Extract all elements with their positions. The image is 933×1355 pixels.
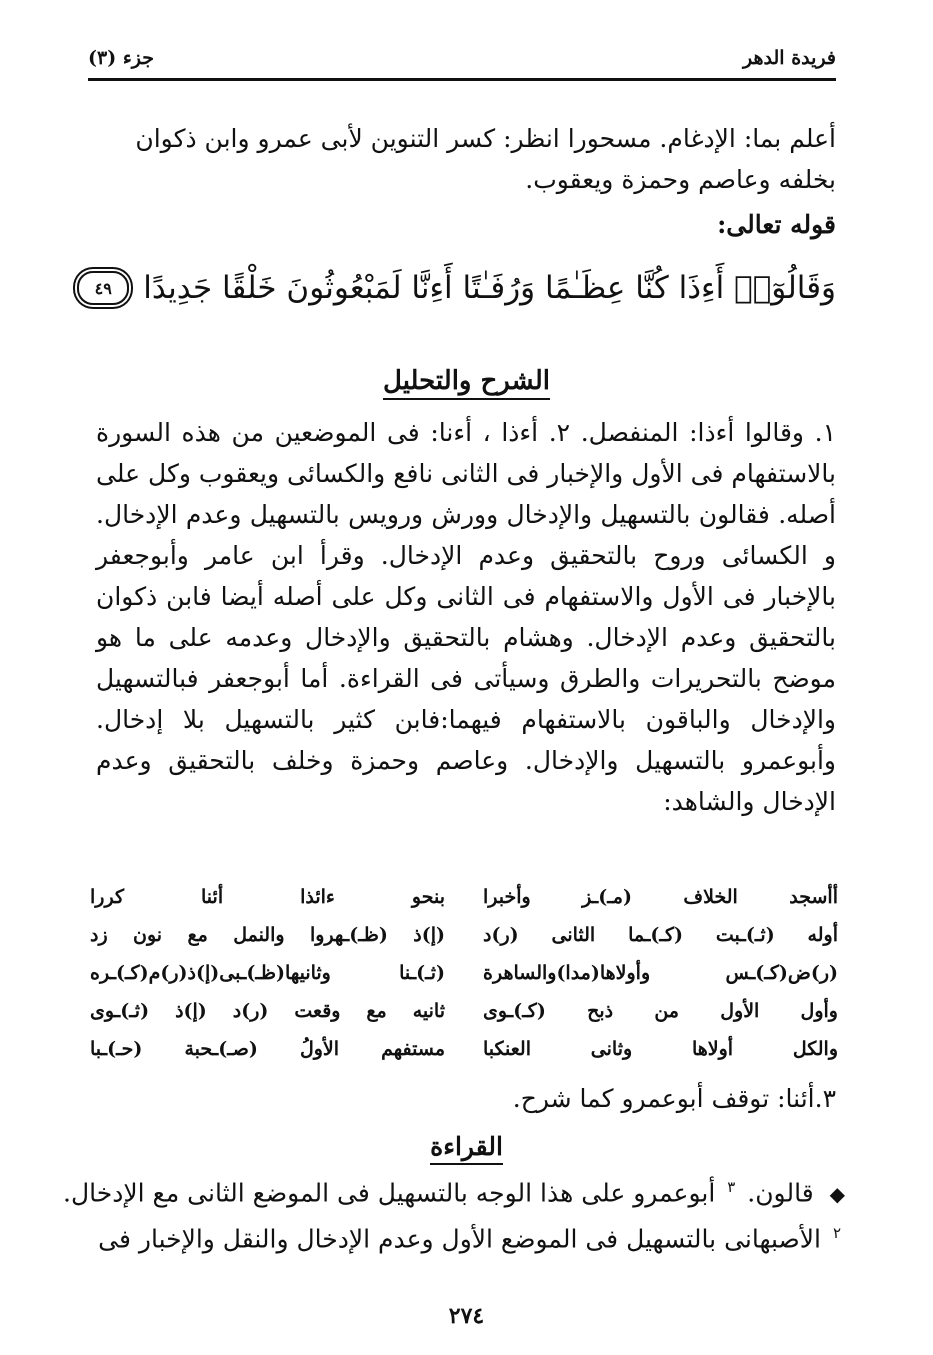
intro-paragraph: أعلم بما: الإدغام. مسحورا انظر: كسر التنوين لأبى عمرو وابن ذكوان بخلفه وعاصم وحمزة ويعقوب.	[135, 124, 836, 194]
footnote-marker: ٣	[727, 1178, 736, 1196]
poem-left-column	[90, 878, 445, 1068]
reading-line-1-start: قالون.	[747, 1178, 814, 1208]
commentary-heading	[0, 366, 933, 396]
verse-text: وَقَالُوٓا۟ أَءِذَا كُنَّا عِظَـٰمًا وَرُفَـٰتًا أَءِنَّا لَمَبْعُوثُونَ خَلْقًا جَدِيدًا	[143, 270, 836, 306]
footnote-marker: ٢	[832, 1224, 841, 1242]
poem-hemistich: مستفهم الأولُ (صـ)ـحبة (حـ)ـبا	[90, 1038, 445, 1060]
reading-heading-text: القراءة	[430, 1132, 503, 1165]
poem-hemistich: أوله (ثـ)ـبت (كـ)ـما الثانى (ر)د	[483, 924, 838, 946]
poem-hemistich: بنحو ءائذا أئنا كررا	[90, 886, 445, 908]
book-title: فريدة الدهر	[743, 47, 836, 69]
reading-line-2-text: الأصبهانى بالتسهيل فى الموضع الأول وعدم الإدخال والنقل والإخبار فى	[98, 1224, 821, 1254]
poem-hemistich: ثانيه مع وقعت (ر)د (إ)ذ (ثـ)ـوى	[90, 1000, 445, 1022]
header-divider	[88, 78, 836, 81]
reading-heading	[0, 1132, 933, 1161]
part-label: جزء (٣)	[88, 47, 154, 69]
commentary-heading-text: الشرح والتحليل	[383, 366, 550, 400]
diamond-bullet-icon: ◆	[829, 1182, 845, 1207]
ayah-number-marker: ٤٩	[77, 271, 129, 305]
quran-verse	[88, 258, 836, 318]
poem-hemistich: (إ)ذ (ظـ)ـهروا والنمل مع نون زد	[90, 924, 445, 946]
item-3-note: ٣.أئنا: توقف أبوعمرو كما شرح.	[512, 1084, 836, 1113]
poem-right-column	[483, 878, 838, 1068]
poem-hemistich: أأسجد الخلاف (مـ)ـز وأخبرا	[483, 886, 838, 908]
reading-line-2	[98, 1224, 845, 1253]
reading-line-1-end: أبوعمرو على هذا الوجه بالتسهيل فى الموضع الثانى مع الإدخال.	[63, 1178, 716, 1208]
poem-hemistich: وأول الأول من ذبح (كـ)ـوى	[483, 1000, 838, 1022]
commentary-body: وقالوا أءذا: المنفصل. ٢. أءذا ، أءنا: فى الموضعين من هذه السورة بالاستفهام فى الأول والإخبار فى الثانى نافع والكسائى ويعقوب وكل على أصله. فقالون بالتسهيل والإدخال وورش ورويس بالتسهيل وعدم الإدخال. و الكسائى وروح بالتحقيق وعدم الإدخال. وقرأ ابن عامر وأبوجعفر بالإخبار فى الأول والاستفهام فى الثانى وكل على أصله أيضا فابن ذكوان بالتحقيق وعدم الإدخال. وهشام بالتحقيق والإدخال وعدمه على ما هو موضح بالتحريرات والطرق وسيأتى فى القراءة. أما أبوجعفر فبالتسهيل والإدخال والباقون بالاستفهام فيهما:فابن كثير بالتسهيل بلا إدخال. وأبوعمرو بالتسهيل والإدخال. وعاصم وحمزة وخلف بالتحقيق وعدم الإدخال والشاهد:	[96, 418, 836, 816]
commentary-paragraph	[96, 412, 836, 822]
reading-line-1	[63, 1178, 845, 1207]
verse-lead: قوله تعالى:	[717, 210, 836, 239]
poem-hemistich: والكل أولاها وثانى العنكبا	[483, 1038, 838, 1060]
commentary-item-number: ١.	[814, 418, 836, 447]
poem-verses	[90, 878, 838, 1068]
page-number: ٢٧٤	[448, 1303, 485, 1329]
poem-hemistich: (ر)ض(كـ)ـس وأولاها(مدا)والساهرة	[483, 962, 838, 984]
running-header	[88, 40, 836, 76]
poem-hemistich: (ثـ)ـنا وثانيها(ظـ)ـبى(إ)ذ(ر)م(كـ)ـره	[90, 962, 445, 984]
